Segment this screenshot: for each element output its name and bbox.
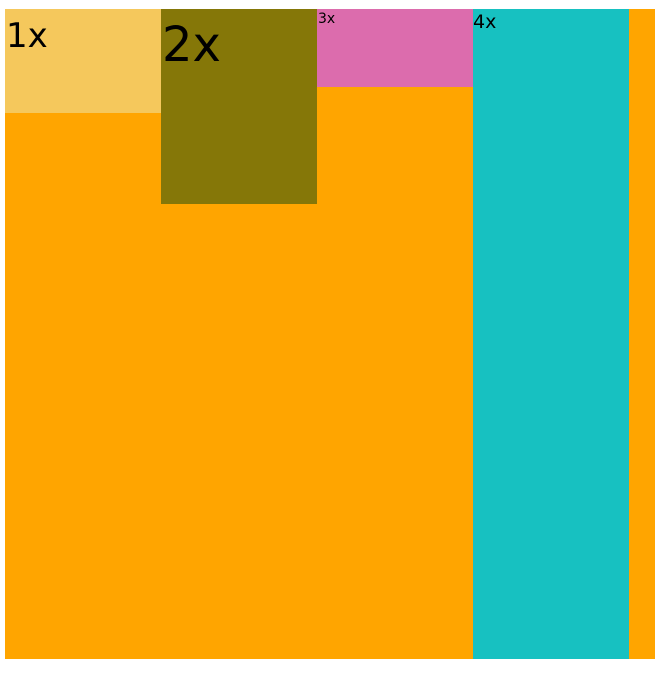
tile-2x-label: 2x [162,17,221,73]
tile-1x [5,9,161,113]
tile-3x [317,9,473,87]
tile-4x-label: 4x [473,11,497,33]
tile-4x [473,9,629,659]
tile-3x-label: 3x [318,11,336,27]
tile-2x [161,9,317,204]
tile-container [5,9,655,659]
tile-1x-label: 1x [6,16,48,56]
